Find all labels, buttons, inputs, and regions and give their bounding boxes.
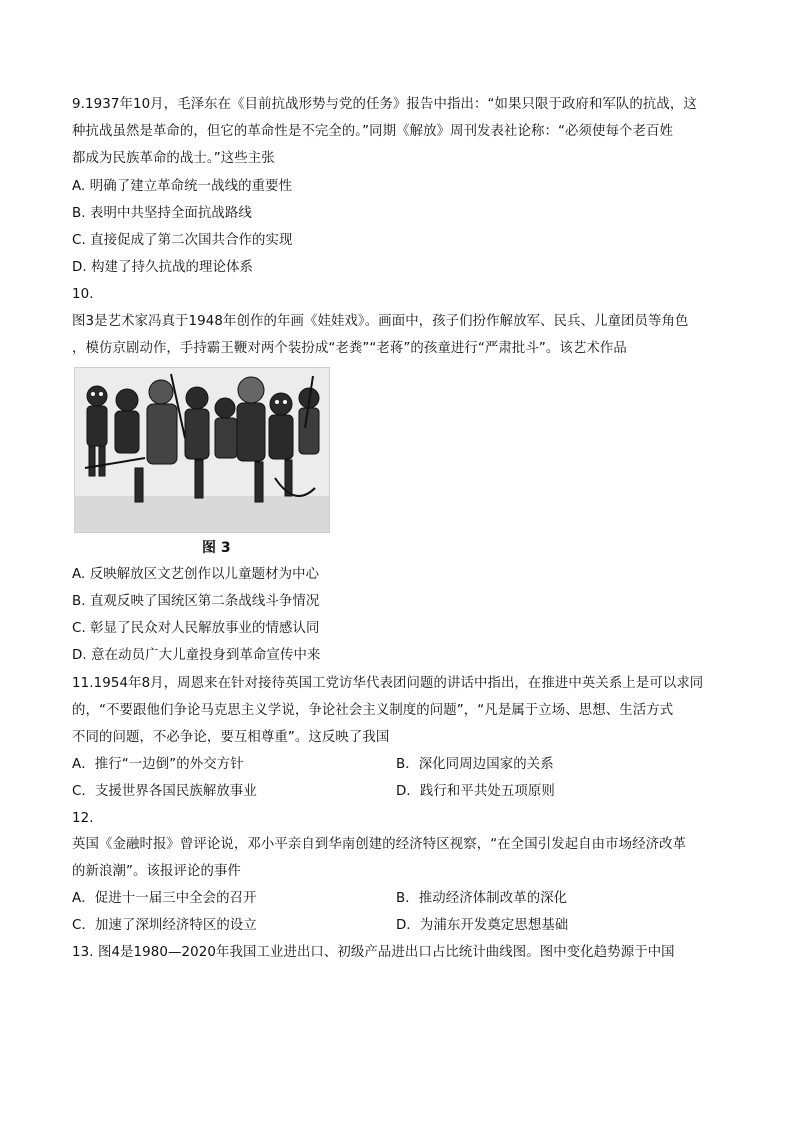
- q12-option-d: D．为浦东开发奠定思想基础: [396, 918, 569, 933]
- q12-stem-line-1: 英国《金融时报》曾评论说，邓小平亲自到华南创建的经济特区视察，“在全国引发起自由市场经济改革: [72, 837, 687, 852]
- q12-option-a: A．促进十一届三中全会的召开: [72, 891, 257, 906]
- q11-option-d: D．践行和平共处五项原则: [396, 784, 555, 799]
- q9-option-a: A. 明确了建立革命统一战线的重要性: [72, 179, 293, 194]
- q11-option-a: A．推行“一边倒”的外交方针: [72, 757, 244, 772]
- q9-stem-line-2: 种抗战虽然是革命的，但它的革命性是不完全的。”同期《解放》周刊发表社论称：“必须使每个老百姓: [72, 124, 673, 139]
- figure-3-caption: 图 3: [202, 540, 231, 556]
- q9-option-b: B. 表明中共坚持全面抗战路线: [72, 206, 252, 221]
- q11-stem-line-3: 不同的问题，不必争论，要互相尊重”。这反映了我国: [72, 730, 390, 745]
- q11-option-b: B．深化同周边国家的关系: [396, 757, 554, 772]
- q10-stem-line-2: ，模仿京剧动作，手持霸王鞭对两个装扮成“老粪”“老蒋”的孩童进行“严肃批斗”。该艺术作品: [72, 341, 627, 356]
- figure-3-woodcut-image: [74, 367, 330, 533]
- q11-option-c: C．支援世界各国民族解放事业: [72, 784, 257, 799]
- q12-option-b: B．推动经济体制改革的深化: [396, 891, 568, 906]
- children-opera-illustration: [75, 368, 329, 532]
- q12-number: 12.: [72, 811, 94, 826]
- q10-number: 10.: [72, 287, 94, 302]
- q10-stem-line-1: 图3是艺术家冯真于1948年创作的年画《娃娃戏》。画面中，孩子们扮作解放军、民兵、儿童团员等角色: [72, 314, 689, 329]
- q12-stem-line-2: 的新浪潮”。该报评论的事件: [72, 864, 241, 879]
- q10-option-b: B. 直观反映了国统区第二条战线斗争情况: [72, 594, 320, 609]
- q13-stem-line-1: 13. 图4是1980—2020年我国工业进出口、初级产品进出口占比统计曲线图。图中变化趋势源于中国: [72, 945, 675, 960]
- q11-stem-line-2: 的，“不要跟他们争论马克思主义学说，争论社会主义制度的问题”，“凡是属于立场、思想、生活方式: [72, 703, 674, 718]
- q10-option-c: C. 彰显了民众对人民解放事业的情感认同: [72, 621, 320, 636]
- q9-option-d: D. 构建了持久抗战的理论体系: [72, 260, 254, 275]
- q12-option-c: C．加速了深圳经济特区的设立: [72, 918, 257, 933]
- q11-stem-line-1: 11.1954年8月，周恩来在针对接待英国工党访华代表团问题的讲话中指出，在推进中英关系上是可以求同: [72, 676, 704, 691]
- q10-option-a: A. 反映解放区文艺创作以儿童题材为中心: [72, 567, 320, 582]
- q9-stem-line-1: 9.1937年10月，毛泽东在《目前抗战形势与党的任务》报告中指出：“如果只限于政府和军队的抗战，这: [72, 97, 697, 112]
- q9-option-c: C. 直接促成了第二次国共合作的实现: [72, 233, 293, 248]
- q9-stem-line-3: 都成为民族革命的战士。”这些主张: [72, 151, 275, 166]
- q10-option-d: D. 意在动员广大儿童投身到革命宣传中来: [72, 648, 321, 663]
